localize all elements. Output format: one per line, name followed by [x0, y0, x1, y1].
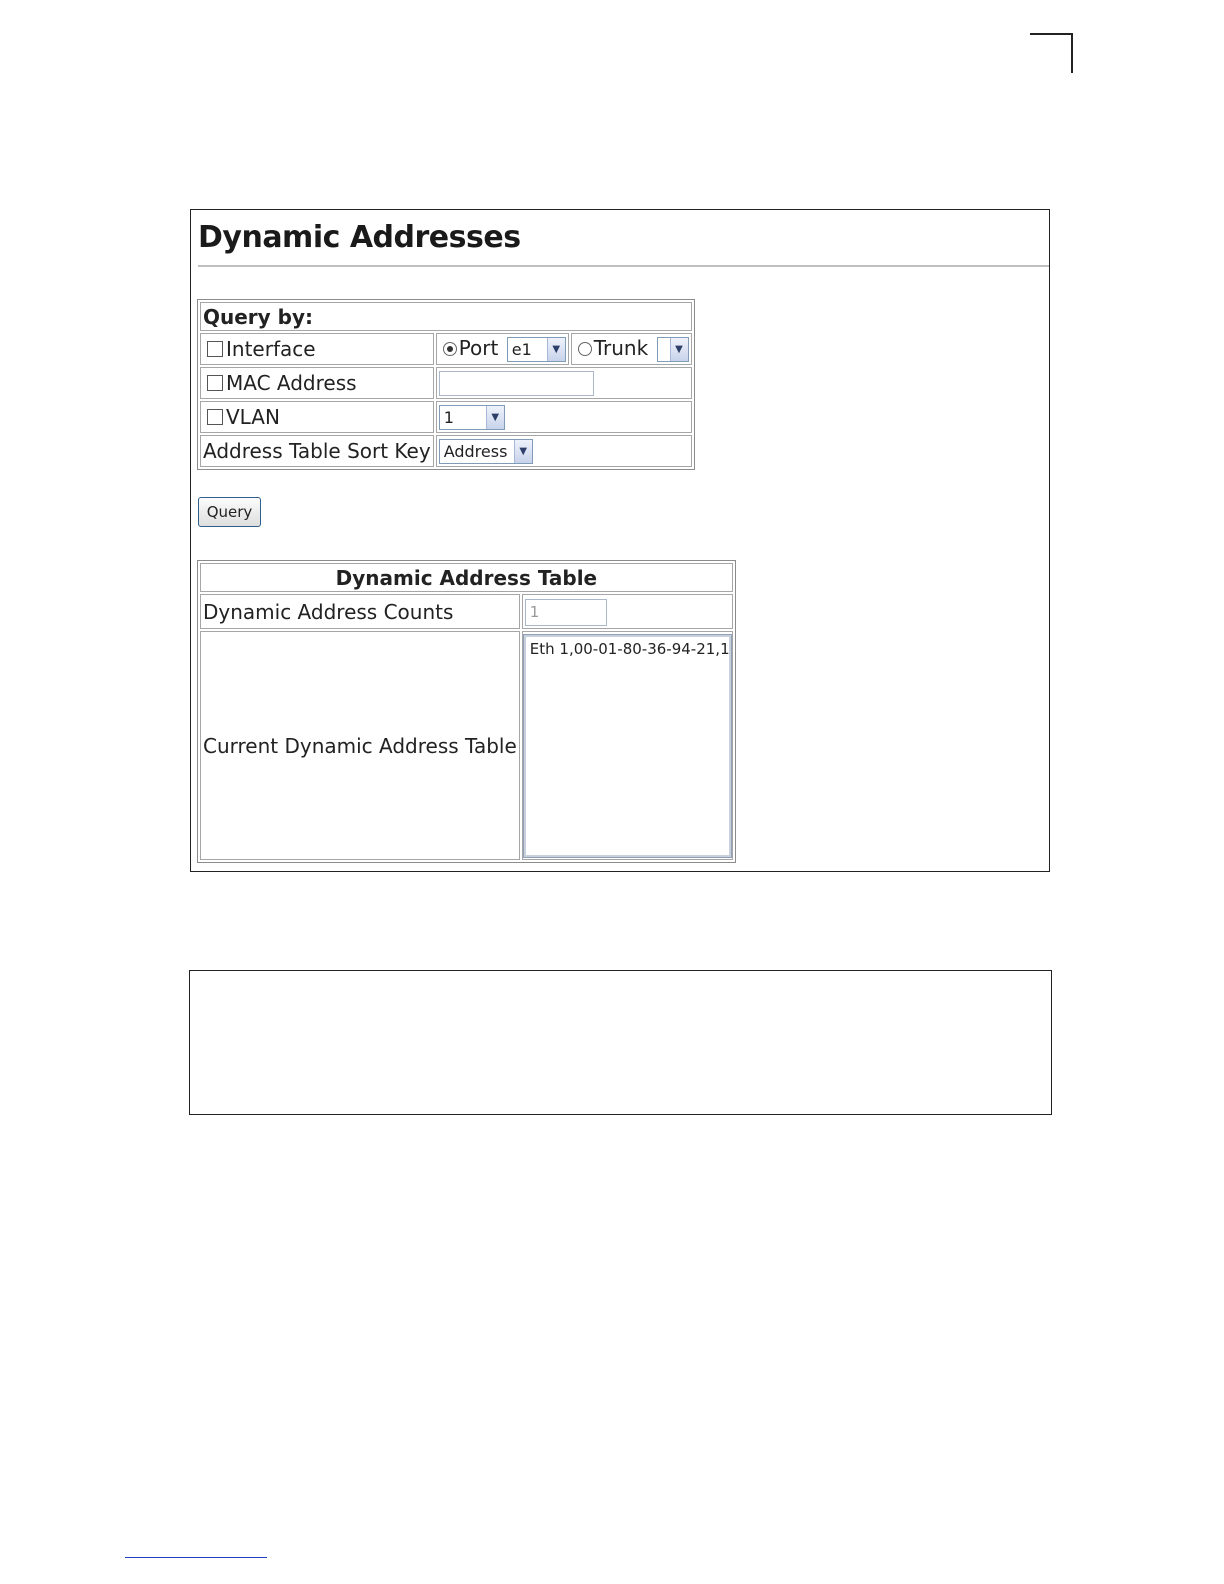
trunk-radio[interactable]	[578, 342, 592, 356]
note-box	[189, 970, 1052, 1115]
mac-address-checkbox[interactable]	[207, 375, 223, 391]
crop-mark	[1030, 33, 1073, 73]
vlan-row	[200, 401, 692, 433]
chevron-down-icon: ▼	[547, 338, 565, 361]
vlan-checkbox[interactable]	[207, 409, 223, 425]
list-item[interactable]: Eth 1,00-01-80-36-94-21,1	[529, 639, 730, 658]
mac-address-label: MAC Address	[226, 371, 357, 395]
trunk-select[interactable]	[657, 337, 689, 362]
counts-row	[200, 594, 733, 629]
interface-row	[200, 333, 692, 365]
current-table-label: Current Dynamic Address Table	[200, 631, 520, 860]
mac-address-input[interactable]	[439, 371, 594, 396]
sort-key-row	[200, 435, 692, 467]
sort-key-select-value: Address	[443, 442, 508, 461]
dynamic-table-header: Dynamic Address Table	[200, 563, 733, 592]
trunk-select-value	[658, 338, 670, 361]
current-table-row	[200, 631, 733, 860]
chevron-down-icon: ▼	[670, 338, 688, 361]
chevron-down-icon: ▼	[486, 406, 504, 429]
dynamic-addresses-panel	[190, 209, 1050, 872]
dynamic-address-table	[197, 560, 736, 863]
chevron-down-icon: ▼	[514, 440, 532, 463]
port-select[interactable]	[507, 337, 566, 362]
address-list[interactable]	[524, 635, 731, 857]
interface-label: Interface	[226, 337, 316, 361]
sort-key-select[interactable]	[439, 439, 533, 464]
mac-row	[200, 367, 692, 399]
query-table	[197, 299, 695, 470]
trunk-label: Trunk	[593, 336, 649, 360]
vlan-select-value: 1	[443, 408, 454, 427]
counts-field: 1	[525, 599, 607, 626]
vlan-label: VLAN	[226, 405, 280, 429]
vlan-select[interactable]	[439, 405, 505, 430]
sort-key-label: Address Table Sort Key	[200, 435, 434, 467]
port-label: Port	[458, 336, 499, 360]
footer-link-rule	[125, 1557, 267, 1558]
title-divider	[198, 265, 1049, 267]
port-radio[interactable]	[443, 342, 457, 356]
query-button[interactable]: Query	[198, 497, 261, 527]
port-select-value: e1	[511, 340, 532, 359]
query-header: Query by:	[200, 302, 692, 331]
counts-label: Dynamic Address Counts	[200, 594, 520, 629]
interface-checkbox[interactable]	[207, 341, 223, 357]
page-title: Dynamic Addresses	[198, 220, 521, 255]
